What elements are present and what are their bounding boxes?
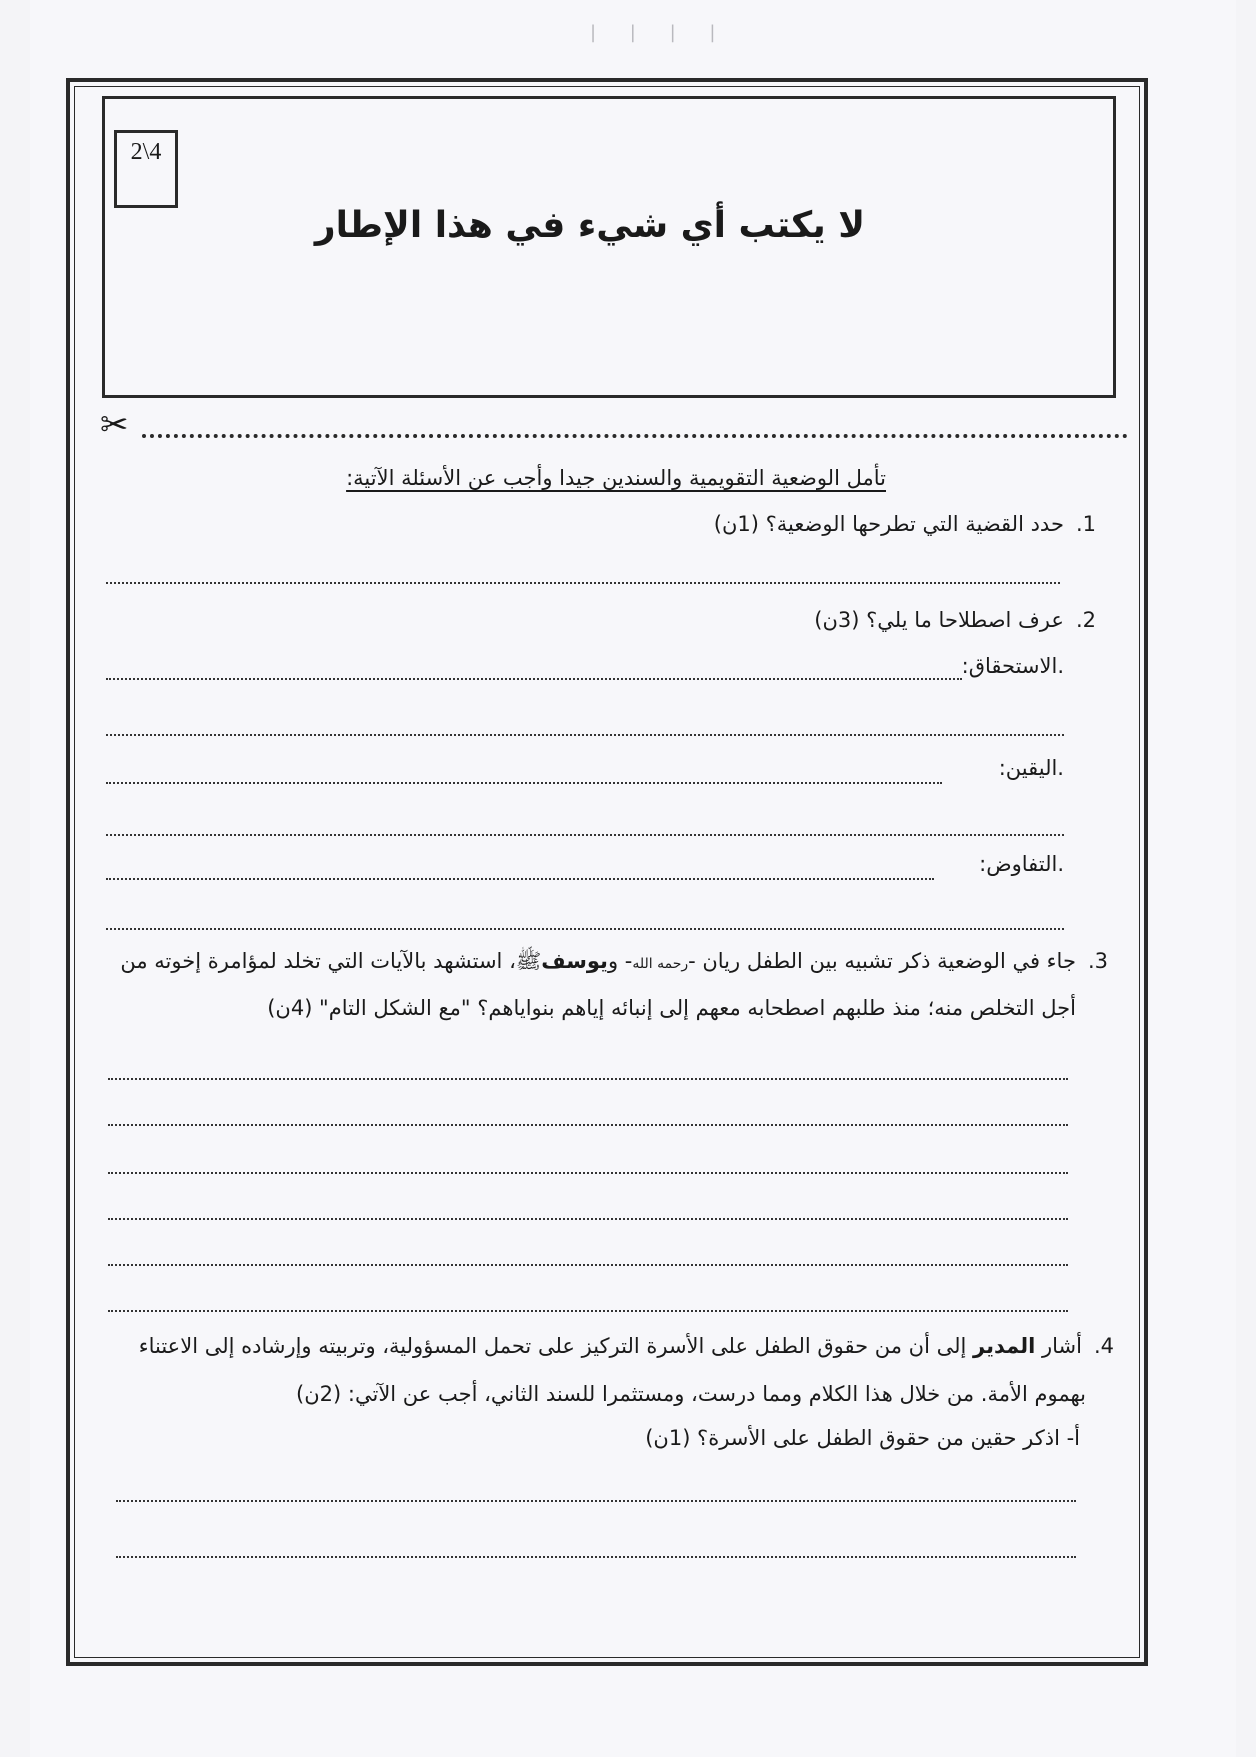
answer-line[interactable] [108, 1310, 1068, 1312]
question-3-line2: أجل التخلص منه؛ منذ طلبهم اصطحابه معهم إلى إنبائه إياهم بنواياهم؟ "مع الشكل التام" (4ن) [267, 996, 1076, 1020]
cut-dotted-line [142, 434, 1128, 438]
question-number: 1. [1075, 512, 1096, 536]
question-4-line2: بهموم الأمة. من خلال هذا الكلام ومما درست، ومستثمرا للسند الثاني، أجب عن الآتي: (2ن) [296, 1382, 1086, 1406]
answer-line[interactable] [106, 782, 942, 784]
question-1 [714, 512, 1096, 536]
answer-line[interactable] [116, 1556, 1076, 1558]
instructions: تأمل الوضعية التقويمية والسندين جيدا وأجب عن الأسئلة الآتية: [346, 466, 886, 490]
answer-line[interactable] [108, 1264, 1068, 1266]
term-label: .التفاوض: [979, 852, 1064, 876]
no-write-box [102, 96, 1116, 398]
question-text: حدد القضية التي تطرحها الوضعية؟ (1ن) [713, 512, 1064, 536]
page-top-marks: | | | | [590, 22, 730, 43]
term-label: .الاستحقاق: [961, 654, 1064, 678]
answer-line[interactable] [108, 1172, 1068, 1174]
no-write-title: لا يكتب أي شيء في هذا الإطار [314, 205, 866, 246]
answer-line[interactable] [106, 928, 1064, 930]
scissors-icon: ✂ [100, 405, 129, 445]
answer-line[interactable] [106, 678, 962, 680]
question-number: 3. [1087, 949, 1108, 973]
answer-line[interactable] [106, 834, 1064, 836]
answer-line[interactable] [106, 734, 1064, 736]
answer-line[interactable] [106, 582, 1060, 584]
question-number: 4. [1093, 1334, 1114, 1358]
question-2 [814, 608, 1096, 632]
question-number: 2. [1075, 608, 1096, 632]
answer-line[interactable] [108, 1078, 1068, 1080]
term-label: .اليقين: [998, 756, 1064, 780]
question-4-sub-a: أ- اذكر حقين من حقوق الطفل على الأسرة؟ (1ن) [645, 1426, 1080, 1450]
page-number-box: 2\4 [114, 130, 178, 208]
answer-line[interactable] [108, 1124, 1068, 1126]
question-4-line1: 4.أشار المدير إلى أن من حقوق الطفل على الأسرة التركيز على تحمل المسؤولية، وتربيته وإرشاده إلى الاعتناء [138, 1334, 1114, 1358]
question-text: عرف اصطلاحا ما يلي؟ (3ن) [814, 608, 1064, 632]
question-3-line1: 3.جاء في الوضعية ذكر تشبيه بين الطفل ريان -رحمه الله- ويوسفﷺ، استشهد بالآيات التي تخلد لمؤامرة إخوته من [120, 949, 1108, 973]
answer-line[interactable] [106, 878, 934, 880]
answer-line[interactable] [108, 1218, 1068, 1220]
answer-line[interactable] [116, 1500, 1076, 1502]
cut-line [100, 405, 1128, 445]
